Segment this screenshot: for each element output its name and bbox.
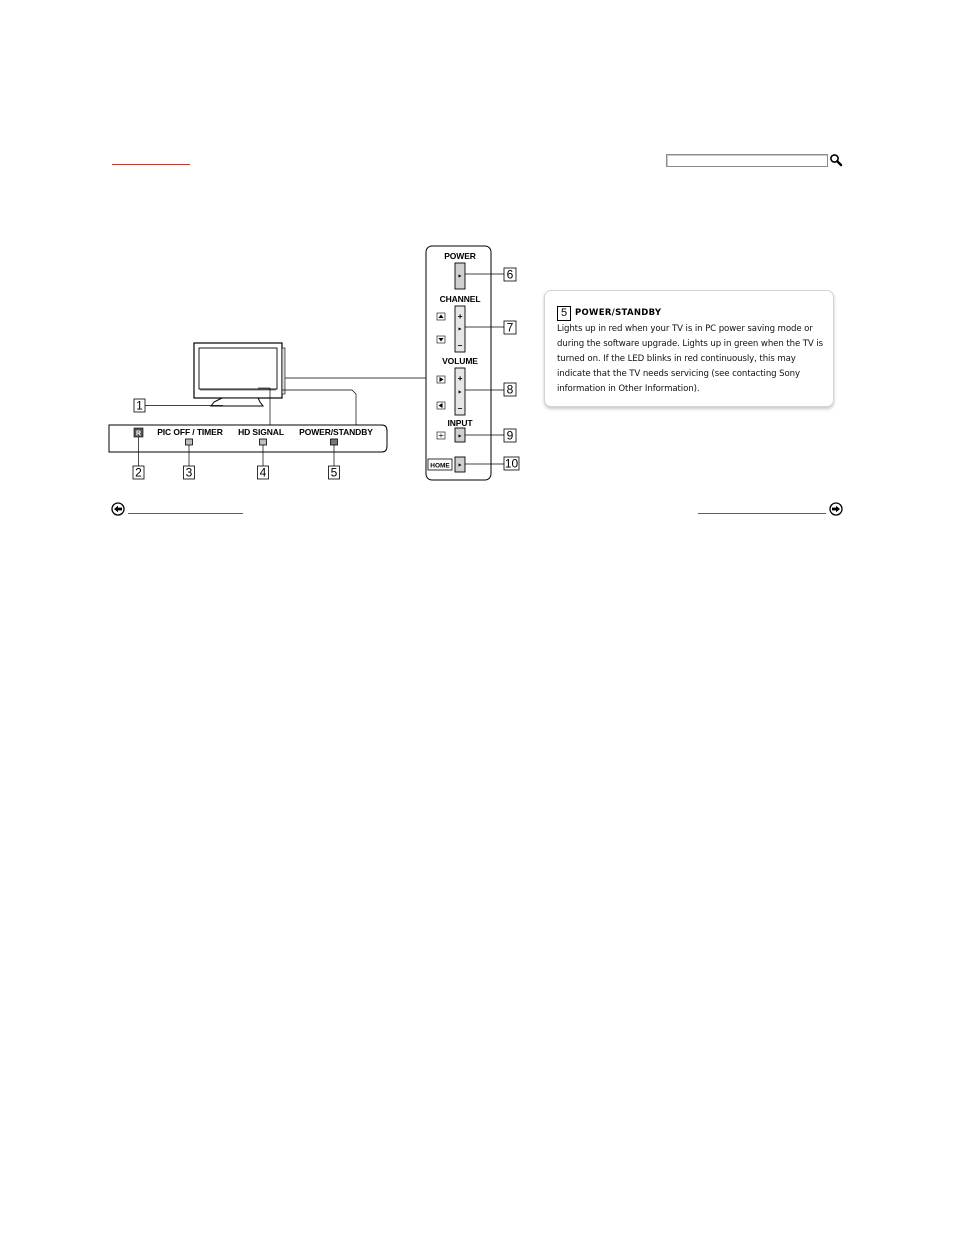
number-3: 3 [185,465,193,480]
top-link[interactable] [112,164,190,165]
power-label: POWER [444,251,476,261]
number-8: 8 [506,382,514,397]
previous-page-link[interactable] [128,513,243,514]
number-2: 2 [135,465,142,480]
svg-text:+: + [457,311,463,321]
number-5: 5 [330,465,338,480]
magnifier-icon [829,153,843,167]
arrow-left-circle-icon [111,502,125,516]
svg-text:▶: ▶ [458,433,462,438]
power-standby-callout [544,290,834,407]
number-7: 7 [506,320,514,335]
channel-label: CHANNEL [439,294,481,304]
next-page-link[interactable] [698,513,826,514]
number-6: 6 [506,267,514,282]
svg-text:–: – [457,403,463,413]
pic-off-timer-led [186,439,193,445]
svg-text:+: + [457,373,463,383]
number-10: 10 [504,456,519,471]
home-label: HOME [430,462,450,470]
previous-page-button[interactable] [111,501,125,515]
svg-text:▶: ▶ [458,389,462,394]
number-1: 1 [136,398,143,413]
next-page-button[interactable] [829,501,843,515]
number-4: 4 [259,465,267,480]
search-button[interactable] [829,152,843,166]
hd-signal-led [260,439,267,445]
svg-text:–: – [457,340,463,350]
svg-text:▶: ▶ [458,326,462,331]
callout-title: POWER/STANDBY [575,308,662,318]
callout-number: 5 [557,306,571,321]
tv-controls-diagram [100,240,530,490]
pic-off-timer-label: PIC OFF / TIMER [157,427,223,437]
svg-text:▶: ▶ [458,273,462,278]
callout-header [557,305,823,321]
power-standby-label: POWER/STANDBY [299,427,373,437]
arrow-right-circle-icon [829,502,843,516]
callout-description: Lights up in red when your TV is in PC power saving mode or during the software upgrade. Lights up in green when the TV is turned on. If the LED blinks in red continuously, this may indicate that the TV needs servicing (see contacting Sony information in Other Information). [557,324,823,394]
search-input[interactable] [666,154,828,167]
number-9: 9 [506,428,514,443]
power-standby-led [331,439,338,445]
input-label: INPUT [447,418,473,428]
tv-illustration [194,343,285,406]
remote-sensor-label: R [135,430,142,438]
svg-text:▶: ▶ [458,462,462,467]
volume-label: VOLUME [442,356,478,366]
hd-signal-label: HD SIGNAL [238,427,284,437]
